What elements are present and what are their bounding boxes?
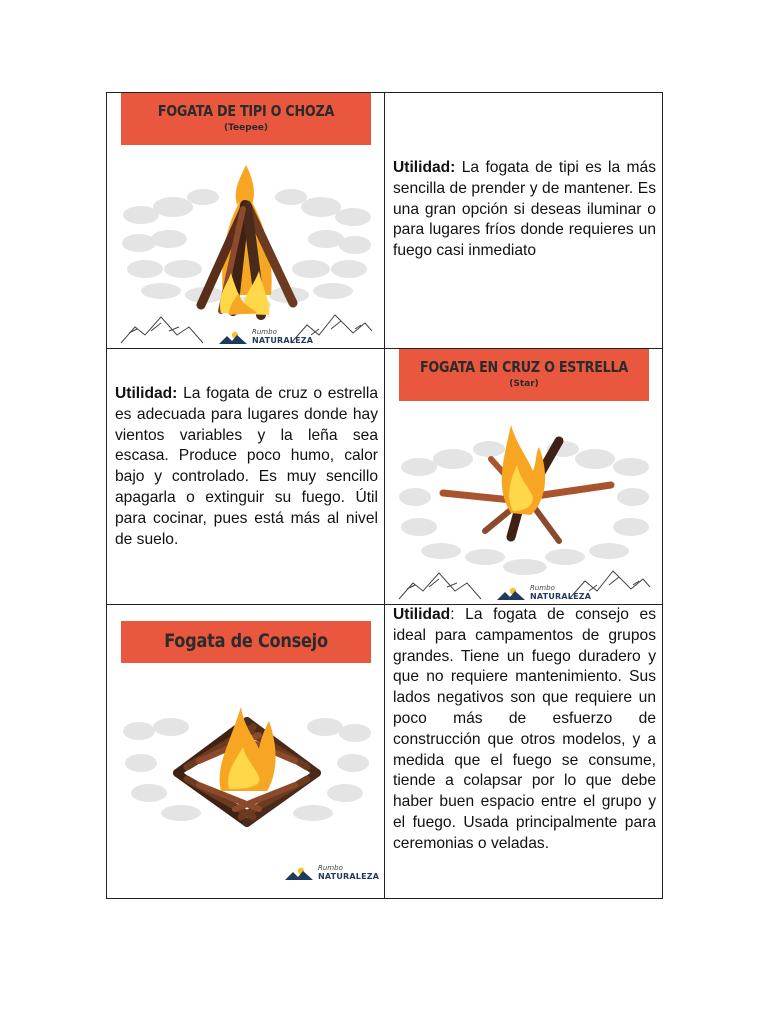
table-row [107, 349, 663, 605]
utility-label: Utilidad: [393, 159, 456, 176]
star-subtitle: (Star) [509, 379, 539, 389]
rumbo-naturaleza-logo [285, 865, 379, 881]
council-text-cell [385, 605, 663, 899]
teepee-text-cell [385, 93, 663, 349]
star-image-cell [385, 349, 663, 605]
star-text-cell [107, 349, 385, 605]
teepee-banner [121, 93, 371, 145]
star-utility-paragraph [115, 384, 378, 550]
teepee-image-cell [107, 93, 385, 349]
campfire-log-cabin-illustration [121, 663, 372, 891]
mountains-icon [219, 330, 249, 344]
brand-top-text: Rumbo [530, 584, 555, 592]
table-row [107, 605, 663, 899]
utility-text: : La fogata de consejo es ideal para campamentos de grupos grandes. Tiene un fuego duradero y que no requiere mantenimiento. Sus lados negativos son que requiere un poco más de esfuerzo de construcción que otros modelos, y a medida que el fuego se consume, tiende a colapsar por lo que debe haber buen espacio entre el grupo y el fuego. Usada principalmente para ceremonias o veladas. [393, 606, 656, 852]
brand-top-text: Rumbo [318, 864, 343, 872]
teepee-card [121, 93, 372, 349]
brand-top-text: Rumbo [252, 328, 277, 336]
brand-bottom-text: NATURALEZA [530, 592, 592, 601]
table-row [107, 93, 663, 349]
council-banner [121, 621, 371, 663]
star-banner [399, 349, 649, 401]
utility-label: Utilidad: [115, 385, 178, 402]
council-image-cell [107, 605, 385, 899]
teepee-subtitle: (Teepee) [223, 123, 269, 133]
campfire-types-table [106, 92, 663, 899]
rumbo-naturaleza-logo [497, 585, 591, 601]
star-card [399, 349, 650, 605]
council-title: Fogata de Consejo [164, 630, 328, 652]
council-card [121, 621, 380, 891]
mountains-icon [497, 586, 527, 600]
teepee-title: FOGATA DE TIPI O CHOZA [157, 102, 335, 120]
campfire-star-illustration [399, 401, 650, 605]
campfire-teepee-illustration [121, 145, 372, 349]
brand-bottom-text: NATURALEZA [252, 336, 314, 345]
utility-text: La fogata de cruz o estrella es adecuada para lugares donde hay vientos variables y la leña sea escasa. Produce poco humo, calor bajo y controlado. Es muy sencillo apagarla o extinguir su fuego. Útil para cocinar, pues está más al nivel de suelo. [115, 385, 378, 548]
mountains-icon [285, 866, 315, 880]
utility-label: Utilidad [393, 606, 451, 623]
teepee-utility-paragraph [393, 158, 656, 262]
council-utility-paragraph [393, 605, 656, 855]
utility-text: La fogata de tipi es la más sencilla de prender y de mantener. Es una gran opción si deseas iluminar o para lugares fríos donde requieres un fuego casi inmediato [393, 159, 656, 260]
brand-bottom-text: NATURALEZA [318, 872, 380, 881]
rumbo-naturaleza-logo [219, 329, 313, 345]
star-title: FOGATA EN CRUZ O ESTRELLA [419, 358, 629, 376]
